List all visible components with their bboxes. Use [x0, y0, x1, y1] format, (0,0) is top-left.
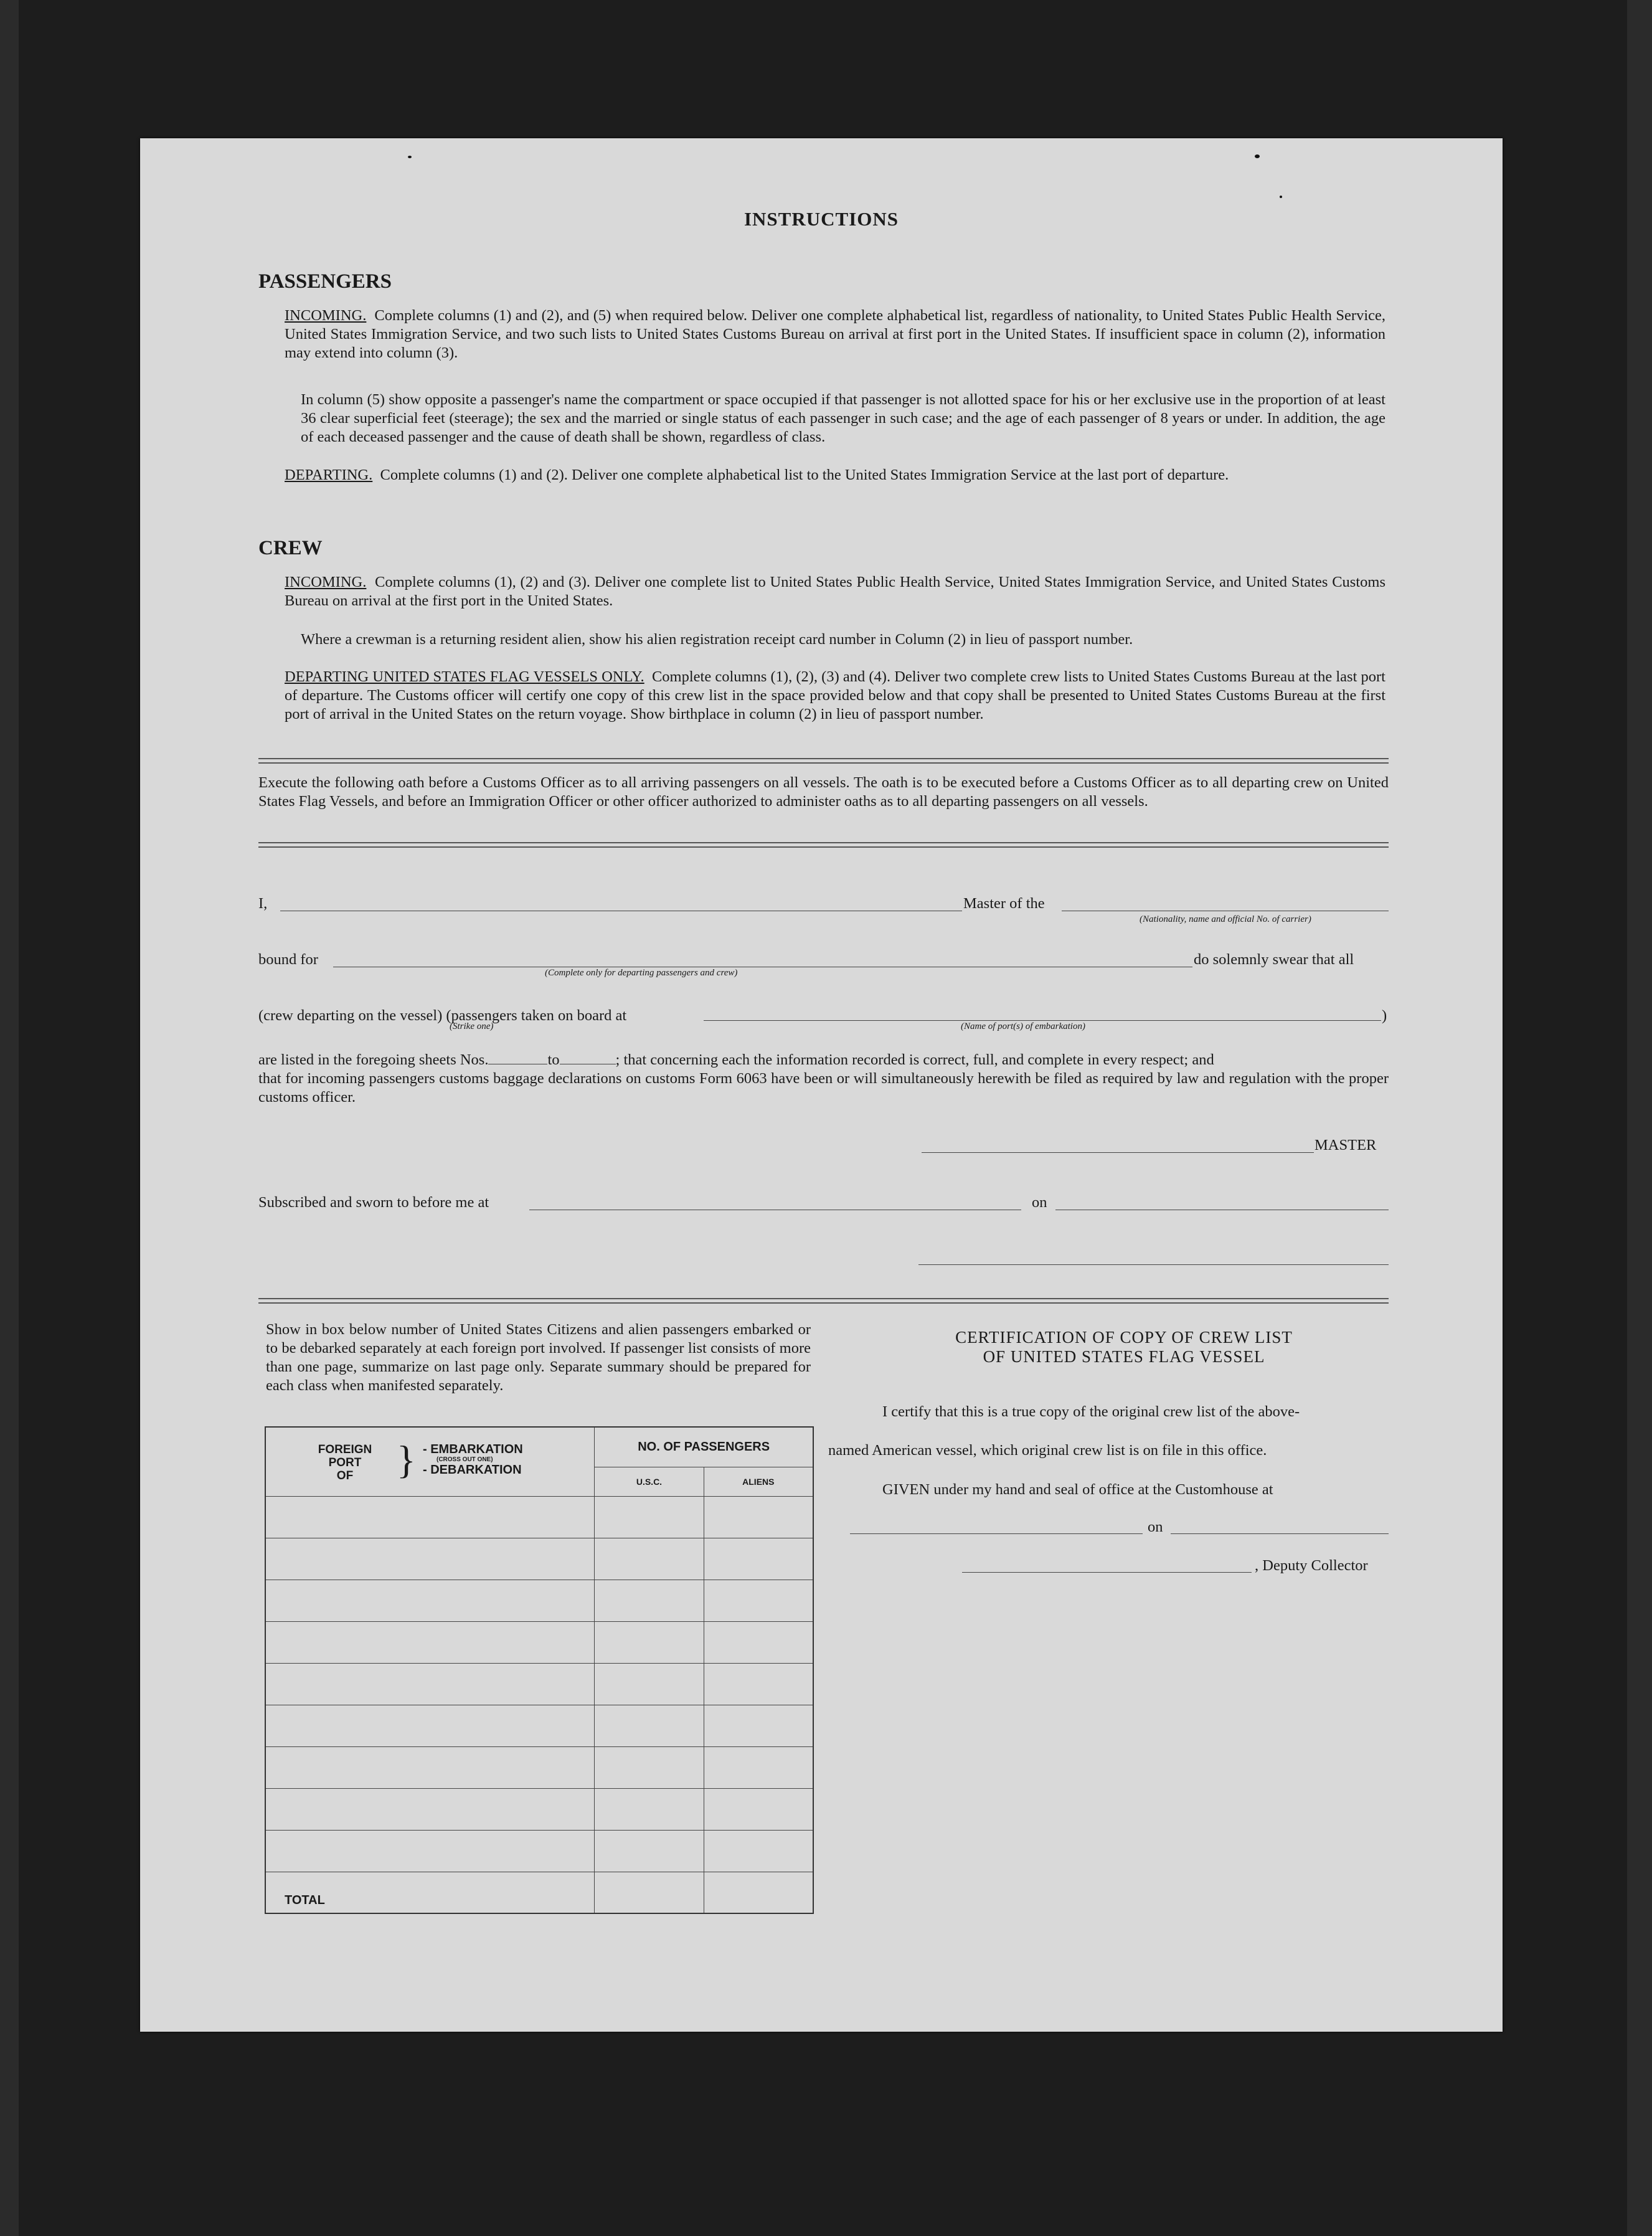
certification-title-1: CERTIFICATION OF COPY OF CREW LIST [955, 1328, 1293, 1347]
brace-icon: } [397, 1438, 416, 1482]
usc-cell[interactable] [595, 1580, 704, 1622]
aliens-header: ALIENS [704, 1467, 813, 1497]
nationality-hint: (Nationality, name and official No. of carrier) [1140, 914, 1311, 924]
aliens-cell[interactable] [704, 1497, 813, 1538]
crew-incoming-text: Complete columns (1), (2) and (3). Deliver one complete list to United States Public Health Service, United States Immigration Service, and United States Customs Bureau on arrival at the first port in the United States. [285, 574, 1385, 609]
embarkation-label: - EMBARKATION [423, 1443, 523, 1457]
debarkation-label: - DEBARKATION [423, 1463, 522, 1477]
master-of-label: Master of the [963, 895, 1045, 912]
aliens-cell[interactable] [704, 1831, 813, 1872]
subscribed-on-label: on [1032, 1194, 1047, 1211]
foreign-port-header [265, 1427, 595, 1497]
film-edge-right [1627, 0, 1652, 2236]
usc-cell[interactable] [595, 1622, 704, 1664]
oath-intro: Execute the following oath before a Customs Officer as to all arriving passengers on all vessels. The oath is to be executed before a Customs Officer as to all departing crew on United States Flag Vessels, and before an Immigration Officer or other officer authorized to administer oaths as to all departing passengers on all vessels. [258, 774, 1389, 810]
port-label: PORT [328, 1456, 362, 1470]
passengers-departing-paragraph [285, 466, 1385, 485]
foreign-label: FOREIGN [318, 1443, 372, 1457]
port-hint: (Name of port(s) of embarkation) [961, 1021, 1085, 1031]
embarkation-port-field[interactable] [704, 1020, 1381, 1021]
passengers-column5-paragraph: In column (5) show opposite a passenger's name the compartment or space occupied if that passenger is not allotted space for his or her exclusive use in the proportion of at least 36 clear superficial feet (steerage); the sex and the married or single status of each passenger in such case; and the age of each passenger of 8 years or under. In addition, the age of each deceased passenger and the cause of death shall be shown, regardless of class. [301, 391, 1385, 445]
double-rule-1 [258, 758, 1389, 764]
listed-text-1: are listed in the foregoing sheets Nos. [258, 1051, 489, 1068]
aliens-cell[interactable] [704, 1538, 813, 1580]
officer-signature-field[interactable] [918, 1264, 1389, 1265]
aliens-cell[interactable] [704, 1580, 813, 1622]
aliens-cell[interactable] [704, 1705, 813, 1747]
passenger-summary-table [265, 1426, 814, 1914]
usc-cell[interactable] [595, 1831, 704, 1872]
aliens-cell[interactable] [704, 1747, 813, 1789]
aliens-cell[interactable] [704, 1664, 813, 1705]
crew-heading: CREW [258, 537, 323, 559]
aliens-cell[interactable] [704, 1622, 813, 1664]
crew-departing-label-line: (crew departing on the vessel) (passengers taken on board at [258, 1007, 627, 1024]
passengers-incoming-label: INCOMING. [285, 307, 367, 324]
sheet-from-field[interactable] [488, 1051, 547, 1064]
sheet-to-field[interactable] [560, 1051, 616, 1064]
passengers-incoming-paragraph [285, 306, 1385, 362]
passengers-departing-label: DEPARTING. [285, 467, 373, 483]
aliens-total-cell[interactable] [704, 1872, 813, 1913]
double-rule-3 [258, 1298, 1389, 1304]
passengers-heading: PASSENGERS [258, 270, 392, 293]
oath-i-label: I, [258, 895, 268, 912]
certify-line-1: I certify that this is a true copy of the original crew list of the above- [882, 1403, 1300, 1420]
crew-resident-paragraph: Where a crewman is a returning resident alien, show his alien registration receipt card number in Column (2) in lieu of passport number. [301, 631, 1133, 648]
usc-total-cell[interactable] [595, 1872, 704, 1913]
bound-for-label: bound for [258, 951, 318, 968]
usc-cell[interactable] [595, 1664, 704, 1705]
to-label: to [547, 1051, 560, 1068]
port-cell[interactable] [265, 1622, 595, 1664]
customhouse-field[interactable] [850, 1533, 1143, 1534]
summary-instructions: Show in box below number of United States Citizens and alien passengers embarked or to be debarked separately at each foreign port involved. If passenger list consists of more than one page, summarize on last page only. Separate summary should be prepared for each class when manifested separately. [266, 1321, 811, 1394]
strike-one-hint: (Strike one) [450, 1021, 494, 1031]
of-label: OF [336, 1469, 354, 1483]
form-page [140, 138, 1503, 2032]
port-cell[interactable] [265, 1705, 595, 1747]
port-cell[interactable] [265, 1664, 595, 1705]
crew-incoming-paragraph [285, 573, 1385, 610]
departing-hint: (Complete only for departing passengers and crew) [545, 968, 738, 978]
passengers-incoming-text: Complete columns (1) and (2), and (5) when required below. Deliver one complete alphabetical list, regardless of nationality, to United States Public Health Service, United States Immigration Service, and two such lists to United States Customs Bureau on arrival at first port in the United States. If insufficient space in column (2), information may extend into column (3). [285, 307, 1386, 361]
listed-line-1 [258, 1051, 1389, 1069]
port-cell[interactable] [265, 1831, 595, 1872]
deputy-signature-field[interactable] [962, 1572, 1252, 1573]
subscribed-label: Subscribed and sworn to before me at [258, 1194, 489, 1211]
port-cell[interactable] [265, 1497, 595, 1538]
certification-title [869, 1328, 1379, 1367]
certification-title-2: OF UNITED STATES FLAG VESSEL [983, 1347, 1265, 1366]
master-signature-field[interactable] [922, 1152, 1314, 1153]
port-cell[interactable] [265, 1789, 595, 1831]
listed-line-3: that for incoming passengers customs baggage declarations on customs Form 6063 have been or will simultaneously herewith be filed as required by law and regulation with the proper customs officer. [258, 1070, 1389, 1106]
port-cell[interactable] [265, 1747, 595, 1789]
swear-label: do solemnly swear that all [1194, 951, 1354, 968]
usc-cell[interactable] [595, 1789, 704, 1831]
usc-cell[interactable] [595, 1538, 704, 1580]
page-title: INSTRUCTIONS [743, 208, 899, 230]
double-rule-2 [258, 842, 1389, 848]
port-cell[interactable] [265, 1580, 595, 1622]
port-cell[interactable] [265, 1538, 595, 1580]
master-label: MASTER [1315, 1137, 1377, 1154]
total-label: TOTAL [265, 1872, 595, 1913]
crew-departing-text: Complete columns (1), (2), (3) and (4). Deliver two complete crew lists to United States Customs Bureau at the last port of departure. The Customs officer will certify one copy of this crew list in the space provided below and that copy shall be presented to United States Customs Bureau at the first port of arrival in the United States on the return voyage. Show birthplace in column (2) in lieu of passport number. [285, 668, 1385, 722]
close-paren: ) [1382, 1007, 1387, 1024]
certify-line-2: named American vessel, which original crew list is on file in this office. [828, 1442, 1267, 1459]
usc-cell[interactable] [595, 1497, 704, 1538]
crew-departing-paragraph [285, 668, 1385, 724]
usc-cell[interactable] [595, 1747, 704, 1789]
passengers-departing-text: Complete columns (1) and (2). Deliver one complete alphabetical list to the United States Immigration Service at the last port of departure. [380, 467, 1229, 483]
usc-cell[interactable] [595, 1705, 704, 1747]
crew-departing-label: DEPARTING UNITED STATES FLAG VESSELS ONLY. [285, 668, 644, 685]
film-edge-left [0, 0, 19, 2236]
no-passengers-header: NO. OF PASSENGERS [595, 1427, 813, 1467]
crew-incoming-label: INCOMING. [285, 574, 367, 590]
cross-out-label: (CROSS OUT ONE) [437, 1456, 493, 1464]
certification-on-label: on [1148, 1518, 1163, 1535]
usc-header: U.S.C. [595, 1467, 704, 1497]
aliens-cell[interactable] [704, 1789, 813, 1831]
given-line: GIVEN under my hand and seal of office at the Customhouse at [882, 1481, 1273, 1498]
listed-text-2: ; that concerning each the information recorded is correct, full, and complete in every respect; and [615, 1051, 1214, 1068]
certification-date-field[interactable] [1171, 1533, 1389, 1534]
deputy-collector-label: , Deputy Collector [1255, 1557, 1368, 1574]
